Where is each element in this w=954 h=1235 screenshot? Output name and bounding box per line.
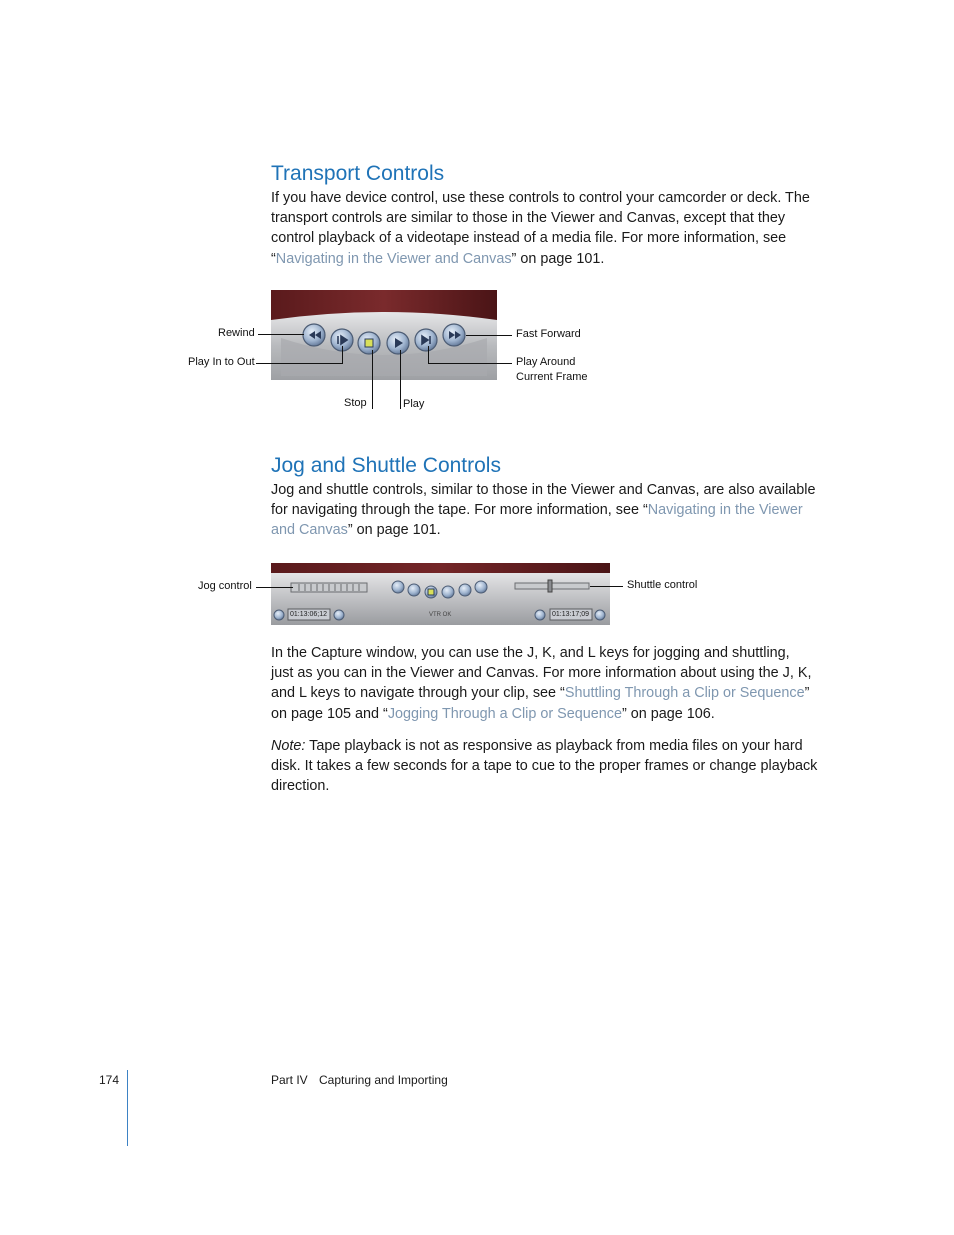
footer-chapter-link[interactable]: Capturing and Importing: [319, 1073, 448, 1087]
transport-controls-image: [271, 290, 497, 380]
label-shuttle-control: Shuttle control: [627, 579, 698, 591]
note-label: Note:: [271, 738, 306, 754]
callout-line: [342, 346, 343, 364]
callout-line: [256, 587, 293, 588]
callout-line: [466, 335, 512, 336]
callout-line: [372, 350, 373, 409]
jkl-keys-paragraph: [271, 643, 816, 724]
note-text: Tape playback is not as responsive as playback from media files on your hard disk. It takes a few seconds for a tape to cue to the proper frames or change playback direction.: [271, 738, 818, 795]
text: ” on page 106.: [621, 705, 715, 722]
text: If you have device control, use these controls to control your camcorder or deck. The transport controls are similar to those in the Viewer and Canvas, except that they control playback of a videotape instead of a media file. For more information, see “: [271, 190, 810, 267]
text: ” on page 101.: [347, 522, 441, 539]
jog-shuttle-paragraph: [271, 480, 816, 541]
transport-paragraph: [271, 188, 816, 269]
label-fast-forward: Fast Forward: [516, 328, 581, 340]
section-heading-jog-shuttle: Jog and Shuttle Controls: [271, 454, 501, 477]
link-navigating-viewer-canvas[interactable]: Navigating in the Viewer and Canvas: [275, 250, 512, 267]
label-play-in-to-out: Play In to Out: [188, 356, 255, 368]
callout-line: [256, 363, 342, 364]
page-number: 174: [99, 1073, 120, 1087]
text: ” on page 101.: [511, 250, 605, 267]
link-navigating-viewer-canvas-2[interactable]: Navigating in the Viewer and Canvas: [271, 502, 803, 539]
label-rewind: Rewind: [218, 327, 255, 339]
timecode-left: 01:13:06;12: [290, 611, 327, 618]
label-play-around-2: Current Frame: [516, 371, 588, 383]
link-jogging[interactable]: Jogging Through a Clip or Sequence: [387, 705, 622, 722]
callout-line: [400, 350, 401, 409]
callout-line: [428, 346, 429, 364]
label-play-around-1: Play Around: [516, 356, 576, 368]
text: ” on page 105 and “: [271, 685, 810, 722]
label-stop: Stop: [344, 397, 367, 409]
footer-part: Part IV: [271, 1073, 308, 1087]
callout-line: [258, 334, 304, 335]
callout-line: [590, 586, 623, 587]
text: In the Capture window, you can use the J, K, and L keys for jogging and shuttling, just as you can in the Viewer and Canvas. For more information about using the J, K, and L keys to navigate through your clip, see “: [271, 645, 812, 702]
jog-shuttle-figure: [271, 563, 610, 625]
label-jog-control: Jog control: [198, 580, 252, 592]
callout-line: [428, 363, 512, 364]
timecode-right: 01:13:17;09: [552, 611, 589, 618]
footer-divider: [127, 1070, 128, 1146]
status-vtr: VTR OK: [429, 612, 452, 618]
link-shuttling[interactable]: Shuttling Through a Clip or Sequence: [564, 685, 805, 702]
section-heading-transport: Transport Controls: [271, 162, 445, 185]
text: Jog and shuttle controls, similar to those in the Viewer and Canvas, are also available for navigating through the tape. For more information, see “: [271, 482, 816, 519]
label-play: Play: [403, 398, 425, 410]
note-paragraph: [271, 736, 827, 797]
transport-controls-figure: [271, 290, 497, 380]
